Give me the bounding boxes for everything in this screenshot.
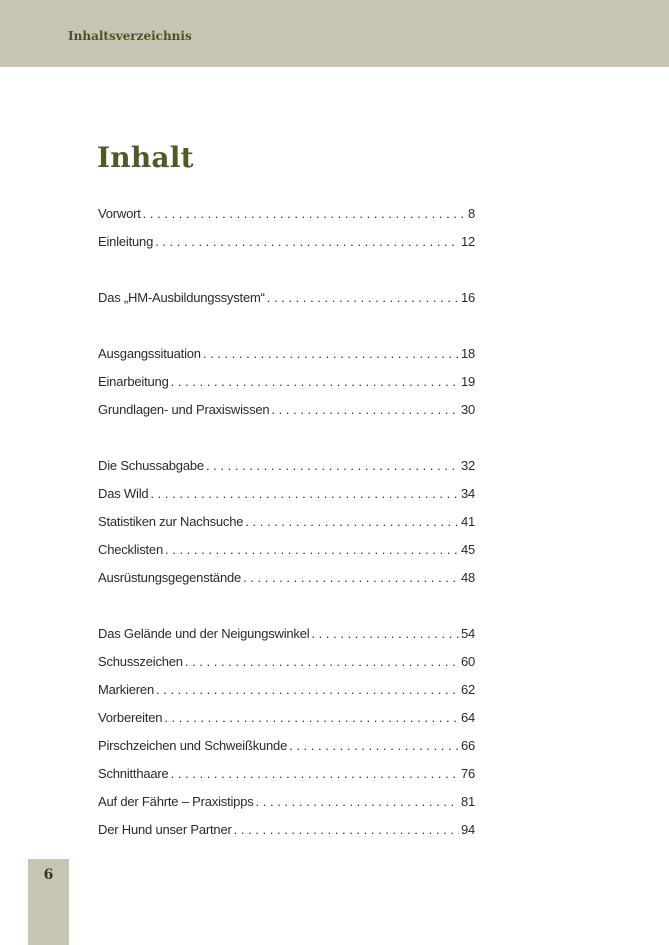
toc-entry-page: 60 (460, 654, 475, 669)
toc-entry-page: 16 (460, 290, 475, 305)
header-band (0, 0, 669, 67)
toc-dot-leader (267, 284, 459, 312)
toc-entry-page: 94 (460, 822, 475, 837)
toc-entry (98, 536, 475, 564)
toc-entry-title: Vorwort (98, 206, 141, 221)
toc-entry-title: Grundlagen- und Praxiswissen (98, 402, 270, 417)
toc-dot-leader (245, 508, 459, 536)
toc-dot-leader (143, 200, 466, 228)
toc-dot-leader (171, 760, 459, 788)
toc-entry-page: 8 (467, 206, 475, 221)
toc-entry-title: Schusszeichen (98, 654, 183, 669)
toc-dot-leader (150, 480, 459, 508)
toc-entry (98, 508, 475, 536)
toc-dot-leader (243, 564, 459, 592)
toc-entry (98, 732, 475, 760)
toc-entry-title: Checklisten (98, 542, 163, 557)
toc-entry-page: 19 (460, 374, 475, 389)
toc-entry (98, 788, 475, 816)
toc-entry-title: Ausgangssituation (98, 346, 201, 361)
toc-entry (98, 228, 475, 256)
toc-entry-title: Pirschzeichen und Schweißkunde (98, 738, 288, 753)
toc-entry (98, 396, 475, 424)
toc-entry-title: Das „HM-Ausbildungssystem“ (98, 290, 265, 305)
toc-entry-title: Statistiken zur Nachsuche (98, 514, 244, 529)
toc-dot-leader (234, 816, 459, 844)
toc-entry (98, 564, 475, 592)
toc-entry (98, 620, 475, 648)
toc-entry-page: 54 (460, 626, 475, 641)
toc-entry-page: 76 (460, 766, 475, 781)
toc-entry (98, 648, 475, 676)
toc-entry (98, 368, 475, 396)
toc-entry-page: 12 (460, 234, 475, 249)
page-number: 6 (43, 867, 54, 883)
table-of-contents (98, 200, 475, 844)
page-number-tab (28, 859, 69, 945)
toc-dot-leader (311, 620, 458, 648)
toc-entry-page: 64 (460, 710, 475, 725)
toc-dot-leader (164, 704, 459, 732)
toc-entry (98, 284, 475, 312)
toc-entry (98, 340, 475, 368)
toc-dot-leader (171, 368, 459, 396)
toc-dot-leader (155, 228, 459, 256)
toc-dot-leader (165, 536, 459, 564)
toc-dot-leader (156, 676, 459, 704)
toc-entry-title: Markieren (98, 682, 154, 697)
toc-entry-page: 32 (460, 458, 475, 473)
toc-entry (98, 676, 475, 704)
toc-entry (98, 760, 475, 788)
toc-entry-title: Ausrüstungsgegenstände (98, 570, 242, 585)
toc-entry-page: 62 (460, 682, 475, 697)
page-title: Inhalt (97, 141, 194, 174)
toc-dot-leader (206, 452, 459, 480)
toc-entry-page: 81 (460, 794, 475, 809)
toc-entry (98, 704, 475, 732)
toc-entry (98, 200, 475, 228)
toc-dot-leader (271, 396, 459, 424)
toc-entry-title: Der Hund unser Partner (98, 822, 232, 837)
toc-entry-title: Das Gelände und der Neigungswinkel (98, 626, 310, 641)
toc-entry-title: Vorbereiten (98, 710, 163, 725)
toc-entry (98, 480, 475, 508)
toc-entry-page: 30 (460, 402, 475, 417)
toc-dot-leader (256, 788, 459, 816)
toc-entry-title: Die Schussabgabe (98, 458, 204, 473)
toc-entry-title: Einarbeitung (98, 374, 169, 389)
toc-entry-page: 34 (460, 486, 475, 501)
toc-entry-page: 66 (460, 738, 475, 753)
running-title: Inhaltsverzeichnis (68, 29, 192, 43)
toc-entry (98, 816, 475, 844)
toc-entry-page: 41 (460, 514, 475, 529)
toc-entry-title: Das Wild (98, 486, 149, 501)
toc-entry-title: Einleitung (98, 234, 154, 249)
toc-dot-leader (185, 648, 459, 676)
toc-dot-leader (203, 340, 459, 368)
toc-entry-page: 18 (460, 346, 475, 361)
toc-dot-leader (289, 732, 459, 760)
toc-entry-page: 45 (460, 542, 475, 557)
toc-entry-title: Schnitthaare (98, 766, 169, 781)
toc-entry-title: Auf der Fährte – Praxistipps (98, 794, 254, 809)
toc-entry (98, 452, 475, 480)
toc-entry-page: 48 (460, 570, 475, 585)
